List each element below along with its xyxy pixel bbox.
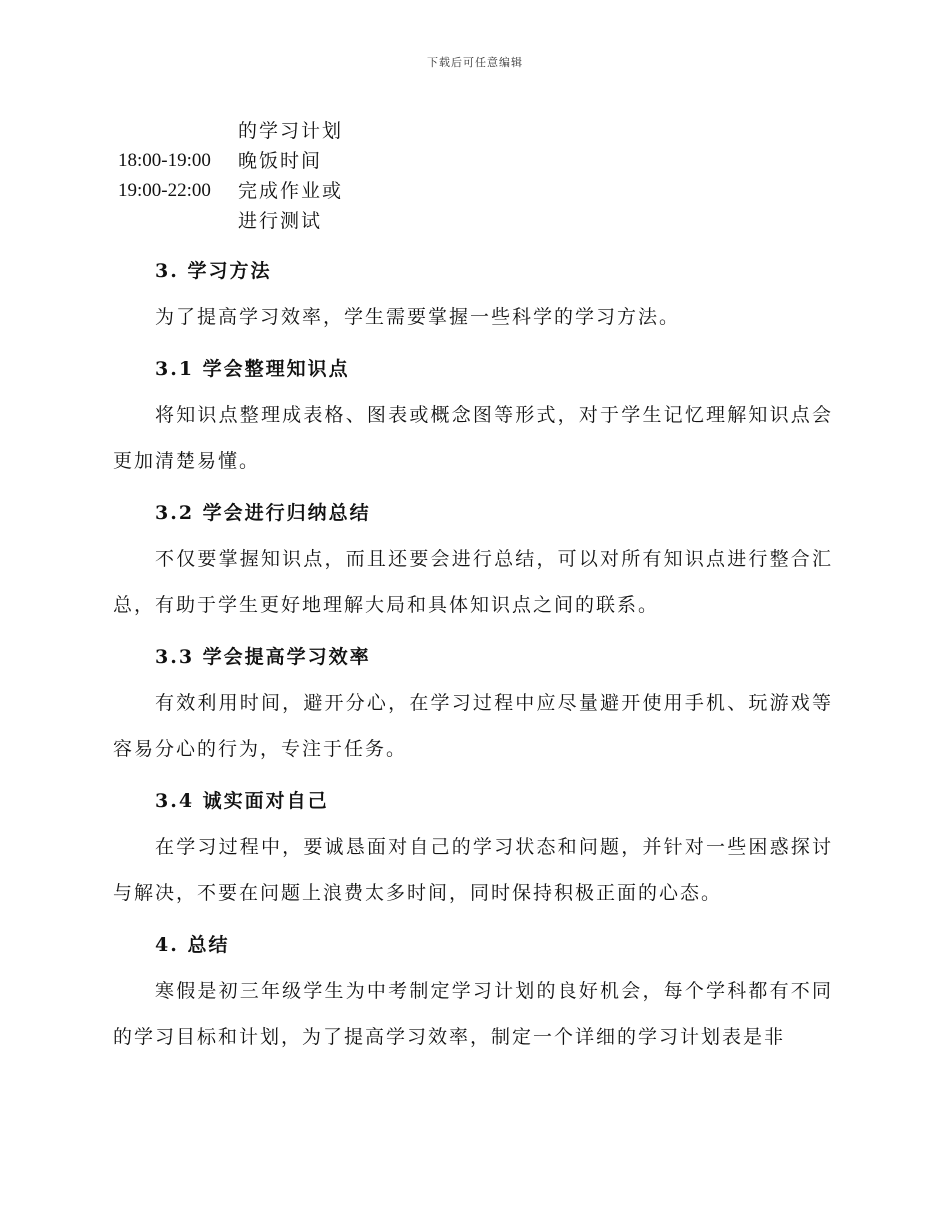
schedule-row (118, 146, 358, 176)
document-body (113, 248, 833, 1060)
schedule-time: 19:00-22:00 (118, 180, 211, 201)
section-heading-3-2: 3.2 学会进行归纳总结 (155, 502, 371, 524)
schedule-activity: 完成作业或进行测试 (238, 180, 344, 232)
section-heading-3: 3. 学习方法 (155, 260, 272, 282)
paragraph-s3-1: 将知识点整理成表格、图表或概念图等形式，对于学生记忆理解知识点会更加清楚易懂。 (113, 404, 833, 472)
paragraph-s3-2: 不仅要掌握知识点，而且还要会进行总结，可以对所有知识点进行整合汇总，有助于学生更好地理解大局和具体知识点之间的联系。 (113, 548, 833, 616)
section-heading-3-4: 3.4 诚实面对自己 (155, 790, 329, 812)
paragraph-s3-intro: 为了提高学习效率，学生需要掌握一些科学的学习方法。 (155, 306, 681, 328)
paragraph-s4: 寒假是初三年级学生为中考制定学习计划的良好机会，每个学科都有不同的学习目标和计划，为了提高学习效率，制定一个详细的学习计划表是非 (113, 980, 833, 1048)
schedule-row (118, 116, 358, 146)
schedule-time: 18:00-19:00 (118, 150, 211, 171)
section-heading-3-1: 3.1 学会整理知识点 (155, 358, 350, 380)
section-heading-3-3: 3.3 学会提高学习效率 (155, 646, 371, 668)
section-heading-4: 4. 总结 (155, 934, 230, 956)
schedule-time (118, 116, 238, 146)
page-header: 下载后可任意编辑 (427, 56, 523, 69)
paragraph-s3-3: 有效利用时间，避开分心，在学习过程中应尽量避开使用手机、玩游戏等容易分心的行为，专注于任务。 (113, 692, 833, 760)
schedule-table (118, 116, 358, 236)
schedule-activity: 的学习计划 (238, 120, 344, 142)
schedule-activity: 晚饭时间 (238, 150, 323, 172)
schedule-row (118, 176, 358, 236)
paragraph-s3-4: 在学习过程中，要诚恳面对自己的学习状态和问题，并针对一些困惑探讨与解决，不要在问题上浪费太多时间，同时保持积极正面的心态。 (113, 836, 833, 904)
